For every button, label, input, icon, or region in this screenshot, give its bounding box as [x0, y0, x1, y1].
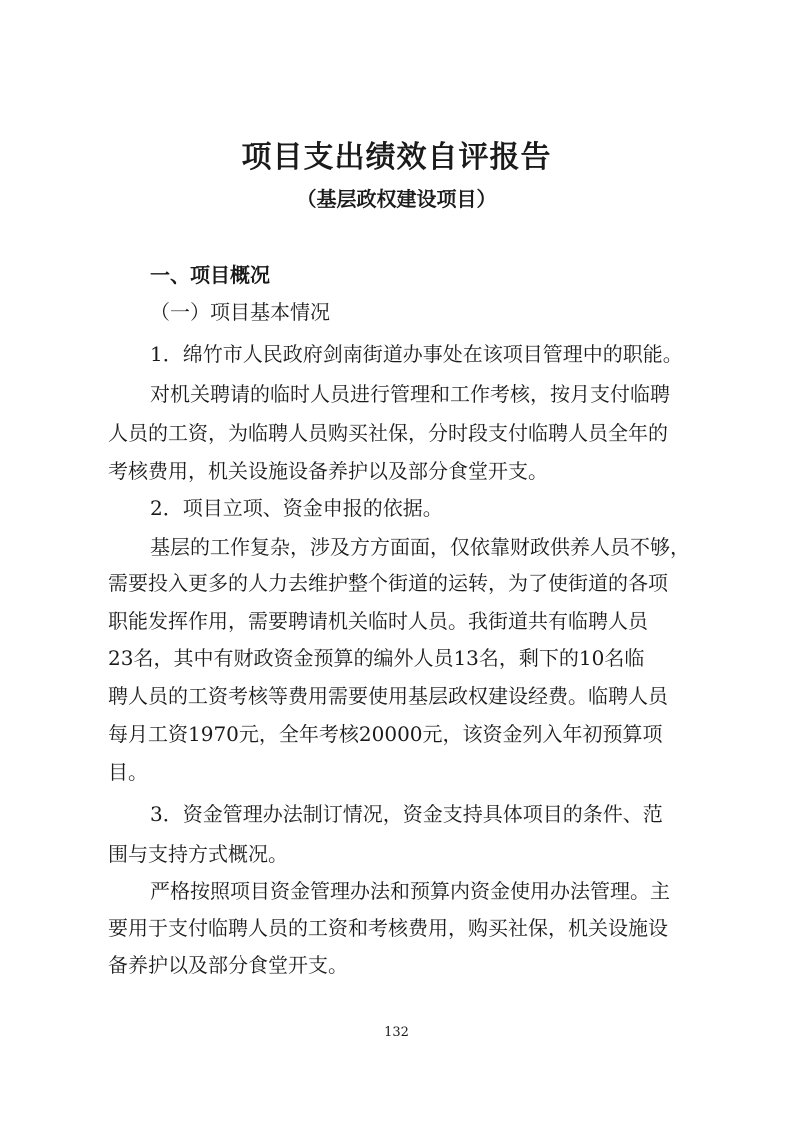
document-subtitle: （基层政权建设项目）: [296, 187, 497, 211]
paragraph-line: 基层的工作复杂，涉及方方面面，仅依靠财政供养人员不够，: [150, 535, 690, 559]
paragraph-line: 23名，其中有财政资金预算的编外人员13名，剩下的10名临: [108, 646, 645, 670]
paragraph-line: 严格按照项目资金管理办法和预算内资金使用办法管理。主: [150, 879, 670, 903]
section-heading: 一、项目概况: [150, 263, 270, 287]
paragraph-line: 2．项目立项、资金申报的依据。: [150, 496, 443, 520]
subsection-heading: （一）项目基本情况: [150, 300, 330, 324]
paragraph-line: 围与支持方式概况。: [108, 842, 288, 866]
paragraph-line: 目。: [108, 760, 148, 784]
paragraph-line: 需要投入更多的人力去维护整个街道的运转，为了使街道的各项: [108, 571, 668, 595]
paragraph-line: 1．绵竹市人民政府剑南街道办事处在该项目管理中的职能。: [150, 342, 683, 366]
page-number: 132: [384, 1025, 409, 1040]
paragraph-line: 对机关聘请的临时人员进行管理和工作考核，按月支付临聘: [150, 382, 670, 406]
paragraph-line: 职能发挥作用，需要聘请机关临时人员。我街道共有临聘人员: [108, 609, 648, 633]
paragraph-line: 3．资金管理办法制订情况，资金支持具体项目的条件、范: [150, 802, 663, 826]
paragraph-line: 聘人员的工资考核等费用需要使用基层政权建设经费。临聘人员: [108, 684, 668, 708]
paragraph-line: 要用于支付临聘人员的工资和考核费用，购买社保，机关设施设: [108, 916, 668, 940]
document-title: 项目支出绩效自评报告: [241, 140, 552, 175]
paragraph-line: 每月工资1970元，全年考核20000元，该资金列入年初预算项: [108, 722, 663, 746]
paragraph-line: 备养护以及部分食堂开支。: [108, 953, 348, 977]
paragraph-line: 人员的工资，为临聘人员购买社保，分时段支付临聘人员全年的: [108, 421, 668, 445]
paragraph-line: 考核费用，机关设施设备养护以及部分食堂开支。: [108, 459, 548, 483]
